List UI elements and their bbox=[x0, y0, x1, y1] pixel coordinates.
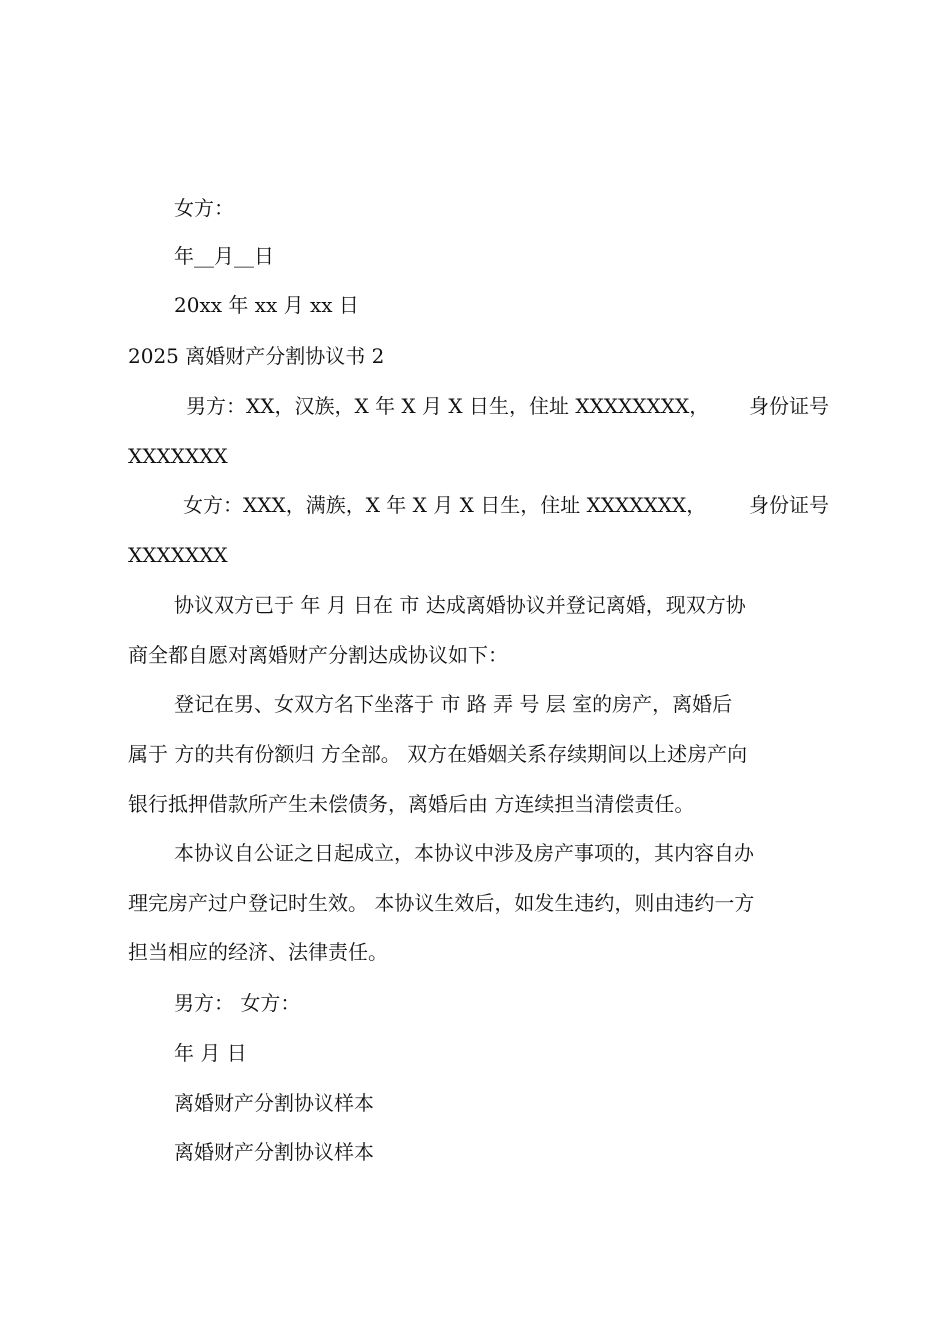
male-party-details: 男方：XX，汉族，X 年 X 月 X 日生，住址 XXXXXXXX， bbox=[186, 394, 710, 418]
male-id-label: 身份证号 bbox=[749, 394, 829, 418]
effect-clause-line-2: 理完房产过户登记时生效。 本协议生效后，如发生违约，则由违约一方 bbox=[128, 891, 755, 915]
signature-date: 年 月 日 bbox=[174, 1041, 247, 1065]
document-title: 2025 离婚财产分割协议书 2 bbox=[128, 344, 385, 368]
date-line: 20xx 年 xx 月 xx 日 bbox=[174, 293, 359, 317]
property-clause-line-1: 登记在男、女双方名下坐落于 市 路 弄 号 层 室的房产，离婚后 bbox=[174, 692, 733, 716]
male-id-number: XXXXXXX bbox=[128, 444, 228, 468]
property-clause-line-3: 银行抵押借款所产生未偿债务，离婚后由 方连续担当清偿责任。 bbox=[128, 792, 695, 816]
female-id-label: 身份证号 bbox=[749, 493, 829, 517]
male-party-info bbox=[186, 393, 829, 419]
female-party-details: 女方：XXX，满族，X 年 X 月 X 日生，住址 XXXXXXX， bbox=[183, 493, 707, 517]
agreement-intro-line-2: 商全都自愿对离婚财产分割达成协议如下： bbox=[128, 643, 508, 667]
date-blank-line: 年__月__日 bbox=[174, 244, 274, 268]
effect-clause-line-3: 担当相应的经济、法律责任。 bbox=[128, 940, 388, 964]
sample-heading-2: 离婚财产分割协议样本 bbox=[174, 1140, 374, 1164]
female-id-number: XXXXXXX bbox=[128, 543, 228, 567]
female-party-info bbox=[183, 492, 829, 518]
property-clause-line-2: 属于 方的共有份额归 方全部。 双方在婚姻关系存续期间以上述房产向 bbox=[128, 742, 748, 766]
sample-heading-1: 离婚财产分割协议样本 bbox=[174, 1091, 374, 1115]
agreement-intro-line-1: 协议双方已于 年 月 日在 市 达成离婚协议并登记离婚，现双方协 bbox=[174, 593, 746, 617]
female-signature-label: 女方： bbox=[174, 196, 234, 220]
signature-labels: 男方： 女方： bbox=[174, 991, 301, 1015]
effect-clause-line-1: 本协议自公证之日起成立，本协议中涉及房产事项的，其内容自办 bbox=[174, 841, 754, 865]
